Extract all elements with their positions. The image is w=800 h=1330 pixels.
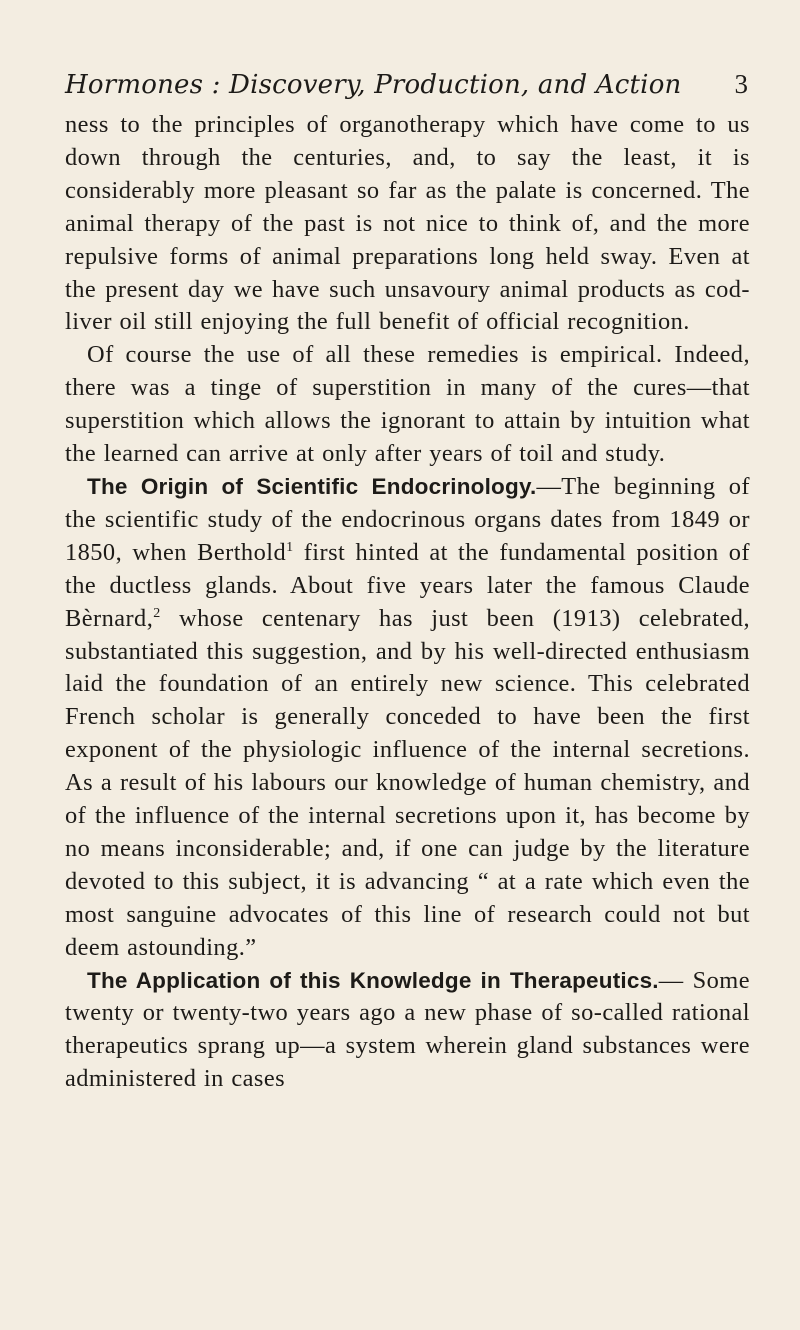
body-text: [65, 109, 750, 1096]
paragraph-origin: [65, 471, 750, 965]
footnote-ref-1[interactable]: 1: [286, 539, 294, 555]
running-title: Hormones : Discovery, Production, and Action: [65, 70, 682, 100]
section-heading-application: The Application of this Knowledge in Therapeutics.: [87, 967, 659, 993]
paragraph-text: ness to the principles of organotherapy which have come to us down through the centuries, and, to say the least, it is considerably more pleasant so far as the palate is concerned. The animal therapy of the past is not nice to think of, and the more repulsive forms of animal preparations long held sway. Even at the present day we have such unsavoury animal products as cod-liver oil still enjoying the full benefit of official recognition.: [65, 111, 750, 336]
paragraph-application: [65, 965, 750, 1097]
page-number: 3: [734, 69, 748, 99]
paragraph-text: whose centenary has just been (1913) celebrated, substantiated this suggestion, and by his well-directed enthusiasm laid the foundation of an entirely new science. This celebrated French scholar is generally conceded to have been the first exponent of the physiologic influence of the internal secretions. As a result of his labours our knowledge of human chemistry, and of the influence of the internal secretions upon it, has become by no means inconsiderable; and, if one can judge by the literature devoted to this subject, it is advancing “ at a rate which even the most sanguine advocates of this line of research could not but deem astounding.”: [65, 604, 750, 961]
section-heading-origin: The Origin of Scientific Endocrinology.: [87, 473, 537, 499]
running-head: [65, 68, 750, 101]
paragraph-empirical: [65, 339, 750, 471]
paragraph-continuation: [65, 109, 750, 339]
footnote-ref-2[interactable]: 2: [153, 605, 161, 621]
paragraph-text: —The beginning of the scientific study of the endocrinous organs dates from 1849 or 1850, when Berthold: [65, 472, 750, 566]
paragraph-text: first hinted at the fundamental position of the ductless glands. About five years later the famous Claude Bèrnard,: [65, 538, 750, 632]
paragraph-text: — Some twenty or twenty-two years ago a new phase of so-called rational therapeutics sprang up—a system wherein gland substances were administered in cases: [65, 966, 751, 1093]
paragraph-text: Of course the use of all these remedies is empirical. Indeed, there was a tinge of superstition in many of the cures—that superstition which allows the ignorant to attain by intuition what the learned can arrive at only after years of toil and study.: [65, 341, 750, 468]
